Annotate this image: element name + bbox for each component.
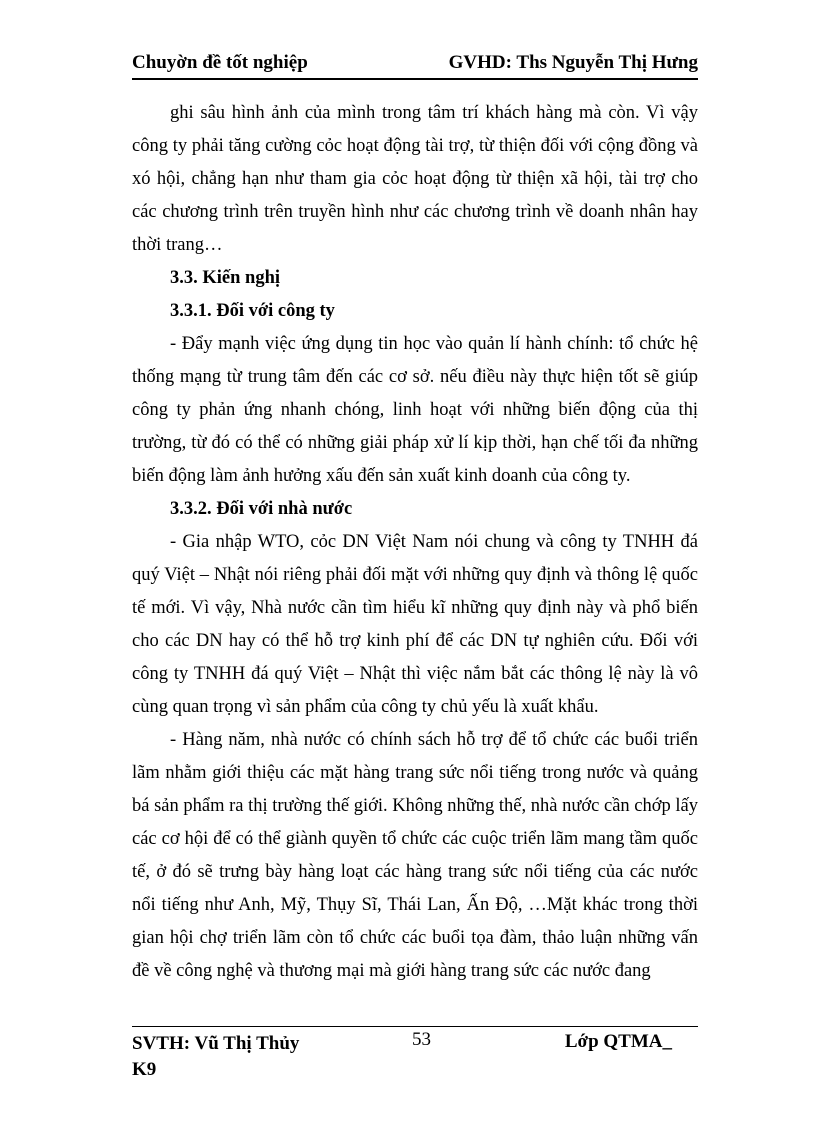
footer-class: Lớp QTMA_	[564, 1031, 672, 1052]
page-number: 53	[412, 1029, 431, 1050]
body-paragraph: - Đẩy mạnh việc ứng dụng tin học vào quản lí hành chính: tổ chức hệ thống mạng từ trung tâm đến các cơ sở. nếu điều này thực hiện tốt sẽ giúp công ty phản ứng nhanh chóng, linh hoạt với những biến động của thị trường, từ đó có thể có những giải pháp xử lí kịp thời, hạn chế tối đa những biến động làm ảnh hưởng xấu đến sản xuất kinh doanh của công ty.	[132, 334, 698, 486]
section-heading: 3.3.1. Đối với công ty	[170, 301, 335, 321]
body-paragraph: - Hàng năm, nhà nước có chính sách hỗ trợ để tổ chức các buổi triển lãm nhằm giới thiệu các mặt hàng trang sức nổi tiếng trong nước và quảng bá sản phẩm ra thị trường thế giới. Không những thế, nhà nước cần chớp lấy các cơ hội để có thể giành quyền tổ chức các cuộc triển lãm mang tầm quốc tế, ở đó sẽ trưng bày hàng loạt các hàng trang sức nổi tiếng của các nước nổi tiếng như Anh, Mỹ, Thụy Sĩ, Thái Lan, Ấn Độ, …Mặt khác trong thời gian hội chợ triển lãm còn tổ chức các buổi tọa đàm, thảo luận những vấn đề về công nghệ và thương mại mà giới hàng trang sức các nước đang	[132, 730, 699, 981]
page-header	[132, 52, 698, 80]
section-heading: 3.3.2. Đối với nhà nước	[170, 499, 353, 519]
header-advisor: GVHD: Ths Nguyễn Thị Hưng	[448, 52, 698, 73]
section-heading: 3.3. Kiến nghị	[170, 268, 280, 288]
document-body	[132, 97, 698, 988]
body-paragraph: ghi sâu hình ảnh của mình trong tâm trí khách hàng mà còn. Vì vậy công ty phải tăng cường cỏc hoạt động tài trợ, từ thiện đối với cộng đồng và xó hội, chẳng hạn như tham gia cỏc hoạt động từ thiện xã hội, tài trợ cho các chương trình trên truyền hình như các chương trình về doanh nhân hay thời trang…	[132, 103, 698, 255]
body-paragraph: - Gia nhập WTO, cỏc DN Việt Nam nói chung và công ty TNHH đá quý Việt – Nhật nói riêng phải đối mặt với những quy định và thông lệ quốc tế mới. Vì vậy, Nhà nước cần tìm hiểu kĩ những quy định này và phổ biến cho các DN hay có thể hỗ trợ kinh phí để các DN tự nghiên cứu. Đối với công ty TNHH đá quý Việt – Nhật thì việc nắm bắt các thông lệ này là vô cùng quan trọng vì sản phẩm của công ty chủ yếu là xuất khẩu.	[132, 532, 698, 717]
footer-student: SVTH: Vũ Thị Thủy K9	[132, 1033, 300, 1080]
header-title: Chuyờn đề tốt nghiệp	[132, 52, 308, 73]
page-footer	[132, 1026, 698, 1097]
